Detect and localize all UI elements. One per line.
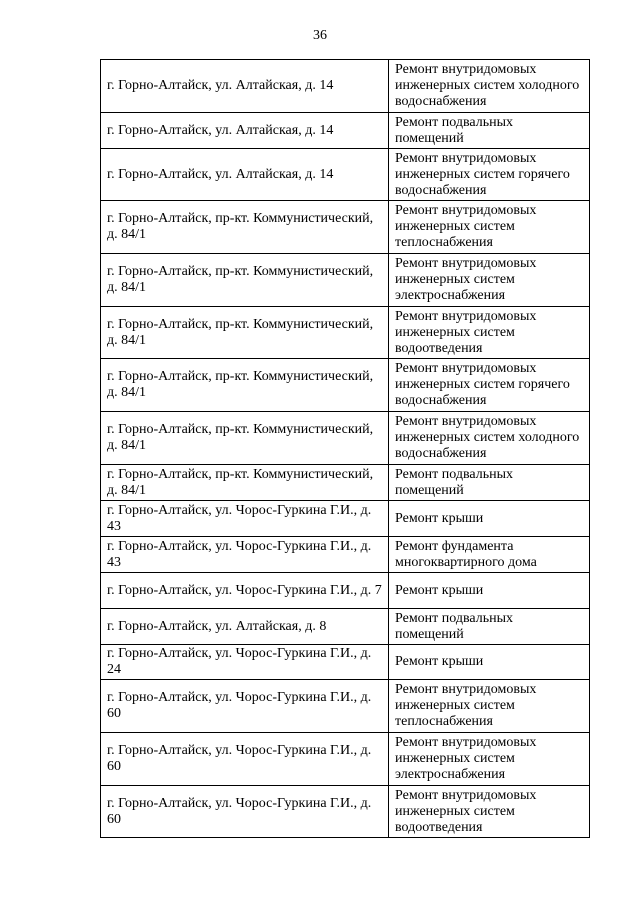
address-cell: г. Горно-Алтайск, ул. Алтайская, д. 14 xyxy=(101,60,389,113)
work-cell: Ремонт внутридомовых инженерных систем электроснабжения xyxy=(389,254,590,307)
address-cell: г. Горно-Алтайск, ул. Алтайская, д. 14 xyxy=(101,149,389,201)
address-cell: г. Горно-Алтайск, пр-кт. Коммунистический, д. 84/1 xyxy=(101,307,389,359)
work-cell: Ремонт внутридомовых инженерных систем теплоснабжения xyxy=(389,680,590,733)
table-row xyxy=(101,465,590,501)
work-cell: Ремонт внутридомовых инженерных систем горячего водоснабжения xyxy=(389,149,590,201)
table-row xyxy=(101,501,590,537)
address-cell: г. Горно-Алтайск, ул. Алтайская, д. 8 xyxy=(101,609,389,645)
works-table xyxy=(100,59,590,838)
table-row xyxy=(101,680,590,733)
table-row xyxy=(101,113,590,149)
work-cell: Ремонт внутридомовых инженерных систем холодного водоснабжения xyxy=(389,412,590,465)
page-number: 36 xyxy=(313,28,327,43)
work-cell: Ремонт внутридомовых инженерных систем водоотведения xyxy=(389,307,590,359)
table-row xyxy=(101,149,590,201)
work-cell: Ремонт внутридомовых инженерных систем теплоснабжения xyxy=(389,201,590,254)
work-cell: Ремонт фундамента многоквартирного дома xyxy=(389,537,590,573)
address-cell: г. Горно-Алтайск, ул. Чорос-Гуркина Г.И., д. 7 xyxy=(101,573,389,609)
table-row xyxy=(101,573,590,609)
address-cell: г. Горно-Алтайск, пр-кт. Коммунистический, д. 84/1 xyxy=(101,359,389,412)
address-cell: г. Горно-Алтайск, ул. Чорос-Гуркина Г.И., д. 60 xyxy=(101,786,389,838)
table-row xyxy=(101,254,590,307)
address-cell: г. Горно-Алтайск, ул. Алтайская, д. 14 xyxy=(101,113,389,149)
address-cell: г. Горно-Алтайск, ул. Чорос-Гуркина Г.И., д. 60 xyxy=(101,680,389,733)
address-cell: г. Горно-Алтайск, ул. Чорос-Гуркина Г.И., д. 43 xyxy=(101,537,389,573)
table-row xyxy=(101,645,590,680)
work-cell: Ремонт подвальных помещений xyxy=(389,609,590,645)
address-cell: г. Горно-Алтайск, ул. Чорос-Гуркина Г.И., д. 43 xyxy=(101,501,389,537)
table-row xyxy=(101,359,590,412)
table-row xyxy=(101,609,590,645)
address-cell: г. Горно-Алтайск, пр-кт. Коммунистический, д. 84/1 xyxy=(101,254,389,307)
address-cell: г. Горно-Алтайск, ул. Чорос-Гуркина Г.И., д. 60 xyxy=(101,733,389,786)
address-cell: г. Горно-Алтайск, пр-кт. Коммунистический, д. 84/1 xyxy=(101,465,389,501)
table-row xyxy=(101,412,590,465)
address-cell: г. Горно-Алтайск, пр-кт. Коммунистический, д. 84/1 xyxy=(101,201,389,254)
address-cell: г. Горно-Алтайск, пр-кт. Коммунистический, д. 84/1 xyxy=(101,412,389,465)
work-cell: Ремонт внутридомовых инженерных систем горячего водоснабжения xyxy=(389,359,590,412)
table-row xyxy=(101,307,590,359)
work-cell: Ремонт подвальных помещений xyxy=(389,113,590,149)
table-row xyxy=(101,201,590,254)
work-cell: Ремонт крыши xyxy=(389,573,590,609)
table-row xyxy=(101,537,590,573)
address-cell: г. Горно-Алтайск, ул. Чорос-Гуркина Г.И., д. 24 xyxy=(101,645,389,680)
work-cell: Ремонт внутридомовых инженерных систем холодного водоснабжения xyxy=(389,60,590,113)
table-row xyxy=(101,733,590,786)
work-cell: Ремонт внутридомовых инженерных систем электроснабжения xyxy=(389,733,590,786)
work-cell: Ремонт крыши xyxy=(389,645,590,680)
work-cell: Ремонт крыши xyxy=(389,501,590,537)
work-cell: Ремонт подвальных помещений xyxy=(389,465,590,501)
table-row xyxy=(101,786,590,838)
table-row xyxy=(101,60,590,113)
work-cell: Ремонт внутридомовых инженерных систем водоотведения xyxy=(389,786,590,838)
